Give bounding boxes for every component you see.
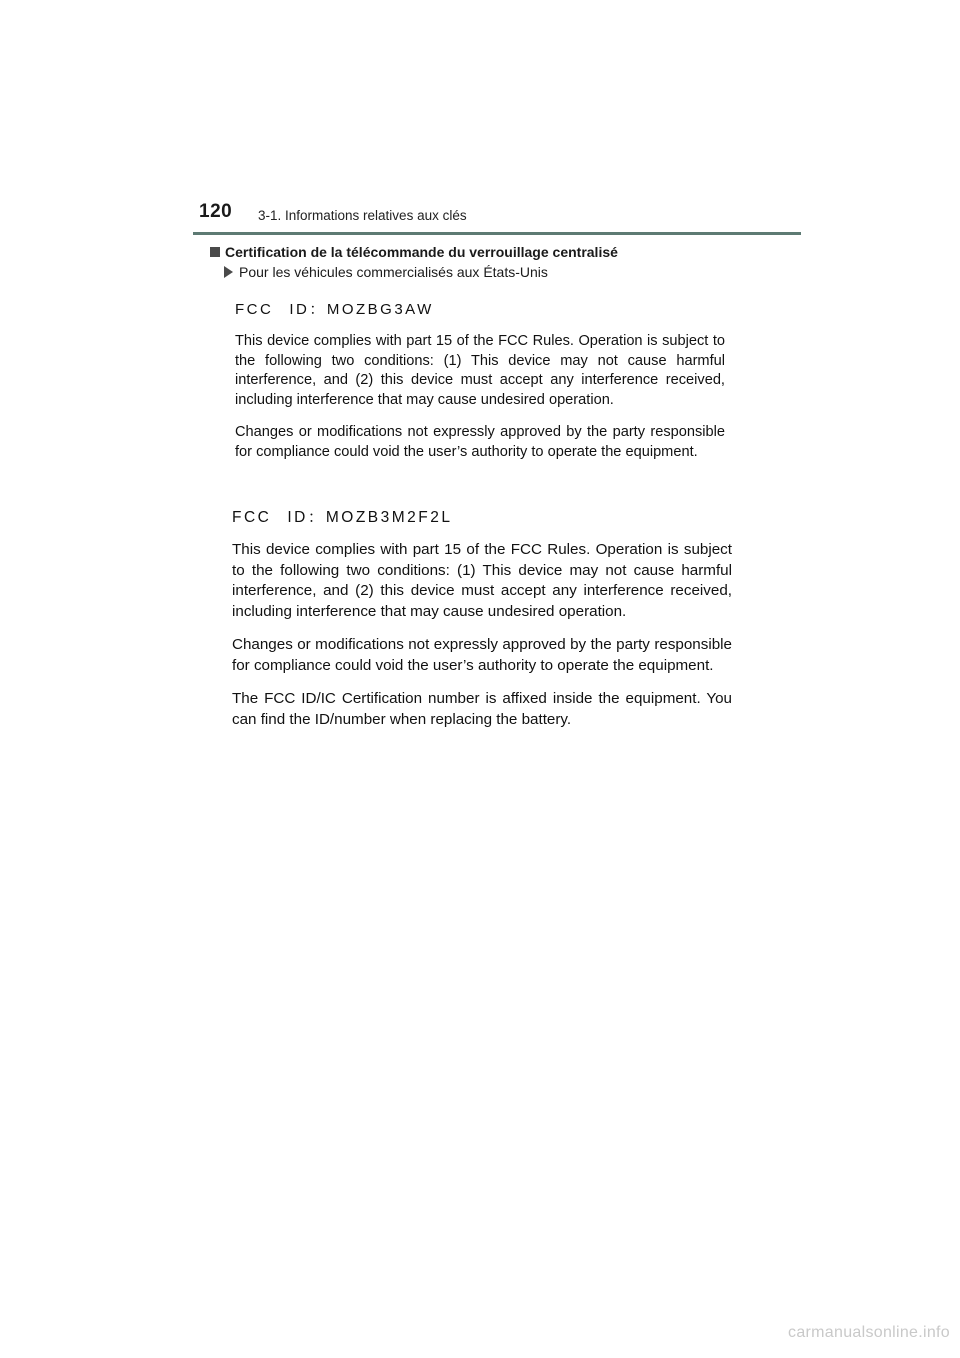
fcc-label: FCC — [235, 301, 274, 318]
watermark: carmanualsonline.info — [788, 1324, 950, 1341]
certification-number-paragraph: The FCC ID/IC Certification number is affixed inside the equipment. You can find the ID/number when replacing the battery. — [232, 690, 732, 728]
compliance-paragraph: This device complies with part 15 of the FCC Rules. Operation is subject to the following two conditions: (1) This device may not cause harmful interference, and (2) this device must accept any interference received, including interference that may cause undesired operation. — [232, 541, 732, 620]
page-number: 120 — [199, 201, 233, 222]
fcc-id-line — [232, 505, 736, 527]
fcc-label: FCC — [232, 509, 272, 526]
modifications-paragraph: Changes or modifications not expressly approved by the party responsible for compliance could void the user’s authority to operate the equipment. — [235, 424, 725, 460]
section-heading — [210, 244, 618, 260]
compliance-paragraph: This device complies with part 15 of the FCC Rules. Operation is subject to the following two conditions: (1) This device may not cause harmful interference, and (2) this device must accept any interference received, including interference that may cause undesired operation. — [235, 333, 725, 408]
fcc-id-line — [235, 298, 736, 319]
header-rule — [193, 232, 801, 235]
fcc-id-value: ID：MOZBG3AW — [289, 301, 434, 318]
sub-heading — [224, 264, 548, 280]
square-bullet-icon — [210, 247, 220, 257]
sub-heading-text: Pour les véhicules commercialisés aux États-Unis — [239, 264, 548, 280]
fcc-label-image-2 — [226, 505, 736, 743]
section-title: 3-1. Informations relatives aux clés — [258, 208, 467, 223]
triangle-bullet-icon — [224, 266, 233, 278]
fcc-label-image-1 — [226, 298, 736, 475]
fcc-id-value: ID：MOZB3M2F2L — [287, 509, 453, 526]
heading-text: Certification de la télécommande du verrouillage centralisé — [225, 244, 618, 260]
modifications-paragraph: Changes or modifications not expressly approved by the party responsible for compliance could void the user’s authority to operate the equipment. — [232, 636, 732, 674]
